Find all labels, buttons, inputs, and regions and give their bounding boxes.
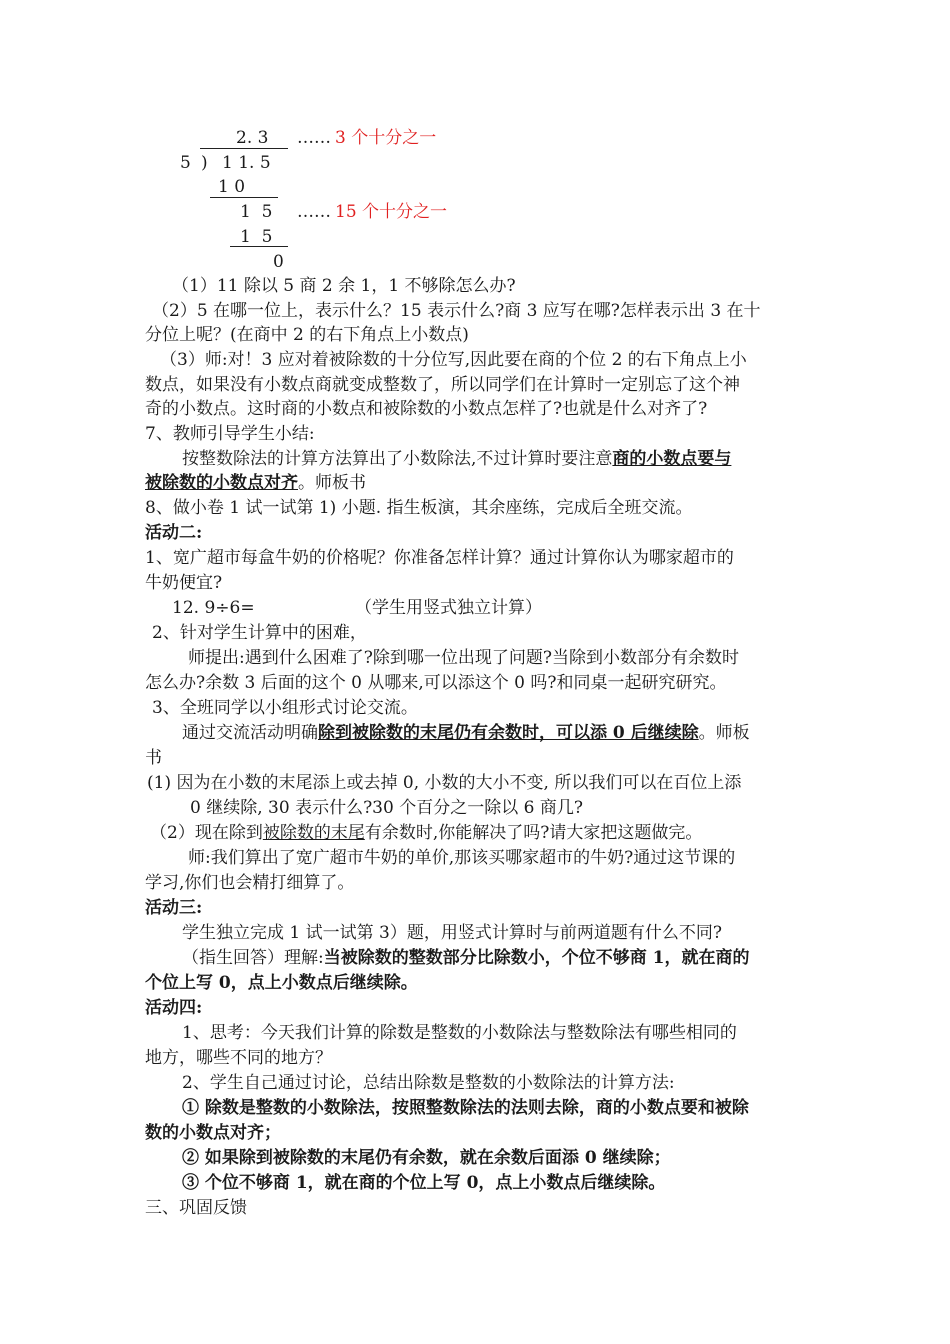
step1-product: 1 0	[218, 177, 246, 197]
section-7-line1	[182, 447, 731, 471]
activity-2-heading: 活动二:	[145, 523, 203, 543]
point-3-line2: 学习,你们也会精打细算了。	[145, 873, 355, 893]
activity-4-item1-line1: 1、思考：今天我们计算的除数是整数的小数除法与整数除法有哪些相同的	[182, 1023, 737, 1043]
activity-3-pre: （指生回答）理解:	[182, 948, 324, 968]
note-prefix-2: ……	[297, 202, 331, 222]
question-3-line2: 数点，如果没有小数点商就变成整数了，所以同学们在计算时一定别忘了这个神	[145, 375, 740, 395]
dividend: 1 1. 5	[222, 153, 271, 173]
key-point-2: 除到被除数的末尾仍有余数时，可以添 0 后继续除	[318, 723, 699, 743]
step1-remainder: 1 5	[240, 202, 273, 222]
point-2	[150, 821, 702, 845]
activity-3-heading: 活动三:	[145, 898, 203, 918]
key-point-3a: 当被除数的整数部分比除数小，个位不够商 1，就在商的	[323, 948, 750, 968]
step2-line	[230, 246, 288, 247]
rule-1-line2: 数的小数点对齐；	[145, 1123, 281, 1143]
section-7-heading: 7、教师引导学生小结:	[145, 424, 315, 444]
activity-2-item2: 2、针对学生计算中的困难，	[152, 623, 367, 643]
section-7-line2	[145, 471, 366, 495]
activity-3-line3: 个位上写 0，点上小数点后继续除。	[145, 973, 418, 993]
note-three-tenths: 3 个十分之一	[335, 128, 437, 148]
activity-2-expression: 12. 9÷6=	[172, 598, 255, 618]
rule-2: ② 如果除到被除数的末尾仍有余数，就在余数后面添 0 继续除；	[182, 1148, 671, 1168]
activity-2-item1-line2: 牛奶便宜?	[145, 573, 223, 593]
activity-2-item3: 3、全班同学以小组形式讨论交流。	[152, 698, 418, 718]
conclusion-tail: 。师板	[698, 723, 750, 743]
divisor: 5	[180, 153, 191, 173]
division-bracket: )	[201, 153, 208, 173]
question-2-line2: 分位上呢？(在商中 2 的右下角点上小数点)	[145, 325, 469, 345]
activity-2-item2-line1: 师提出:遇到什么困难了?除到哪一位出现了问题?当除到小数部分有余数时	[188, 648, 739, 668]
rule-3: ③ 个位不够商 1，就在商的个位上写 0，点上小数点后继续除。	[182, 1173, 666, 1193]
activity-4-item2: 2、学生自己通过讨论，总结出除数是整数的小数除法的计算方法:	[182, 1073, 675, 1093]
activity-4-heading: 活动四:	[145, 998, 203, 1018]
activity-2-conclusion-line2: 书	[145, 748, 162, 768]
section-3-heading: 三、巩固反馈	[145, 1198, 247, 1218]
section-7-tail: 。师板书	[298, 473, 366, 493]
key-point-1b: 被除数的小数点对齐	[145, 473, 298, 493]
activity-3-line2	[182, 946, 749, 970]
section-7-text: 按整数除法的计算方法算出了小数除法,不过计算时要注意	[182, 449, 613, 469]
key-point-1a: 商的小数点要与	[612, 449, 732, 469]
point-2-pre: （2）现在除到	[150, 823, 263, 843]
conclusion-text: 通过交流活动明确	[182, 723, 318, 743]
question-3-line1: （3）师:对！3 应对着被除数的十分位写,因此要在商的个位 2 的右下角点上小	[160, 350, 747, 370]
point-2-underline: 被除数的末尾	[262, 823, 365, 843]
rule-1-line1: ① 除数是整数的小数除法，按照整数除法的法则去除，商的小数点要和被除	[182, 1098, 749, 1118]
question-2-line1: （2）5 在哪一位上，表示什么？15 表示什么?商 3 应写在哪?怎样表示出 3 在十	[152, 301, 761, 321]
activity-2-item2-line2: 怎么办?余数 3 后面的这个 0 从哪来,可以添这个 0 吗?和同桌一起研究研究。	[145, 673, 727, 693]
activity-4-item1-line2: 地方，哪些不同的地方？	[145, 1048, 332, 1068]
activity-2-expression-note: （学生用竖式独立计算）	[355, 598, 542, 618]
activity-3-line1: 学生独立完成 1 试一试第 3）题，用竖式计算时与前两道题有什么不同?	[182, 923, 722, 943]
note-fifteen-tenths: 15 个十分之一	[335, 202, 448, 222]
final-remainder: 0	[273, 252, 284, 272]
point-2-post: 有余数时,你能解决了吗?请大家把这题做完。	[364, 823, 703, 843]
activity-2-item1-line1: 1、宽广超市每盒牛奶的价格呢？你准备怎样计算？通过计算你认为哪家超市的	[145, 548, 734, 568]
point-1-line2: 0 继续除, 30 表示什么?30 个百分之一除以 6 商几?	[190, 798, 583, 818]
question-1: （1）11 除以 5 商 2 余 1，1 不够除怎么办?	[172, 276, 516, 296]
step2-product: 1 5	[240, 227, 273, 247]
note-prefix-1: ……	[297, 128, 331, 148]
point-1-line1: (1) 因为在小数的末尾添上或去掉 0, 小数的大小不变, 所以我们可以在百位上添	[147, 773, 742, 793]
point-3-line1: 师:我们算出了宽广超市牛奶的单价,那该买哪家超市的牛奶?通过这节课的	[188, 848, 736, 868]
activity-2-conclusion-line1	[182, 721, 750, 745]
question-3-line3: 奇的小数点。这时商的小数点和被除数的小数点怎样了?也就是什么对齐了?	[145, 399, 708, 419]
step1-line	[210, 197, 278, 198]
quotient: 2. 3	[236, 128, 269, 148]
section-8: 8、做小卷 1 试一试第 1) 小题. 指生板演，其余座练，完成后全班交流。	[145, 498, 693, 518]
